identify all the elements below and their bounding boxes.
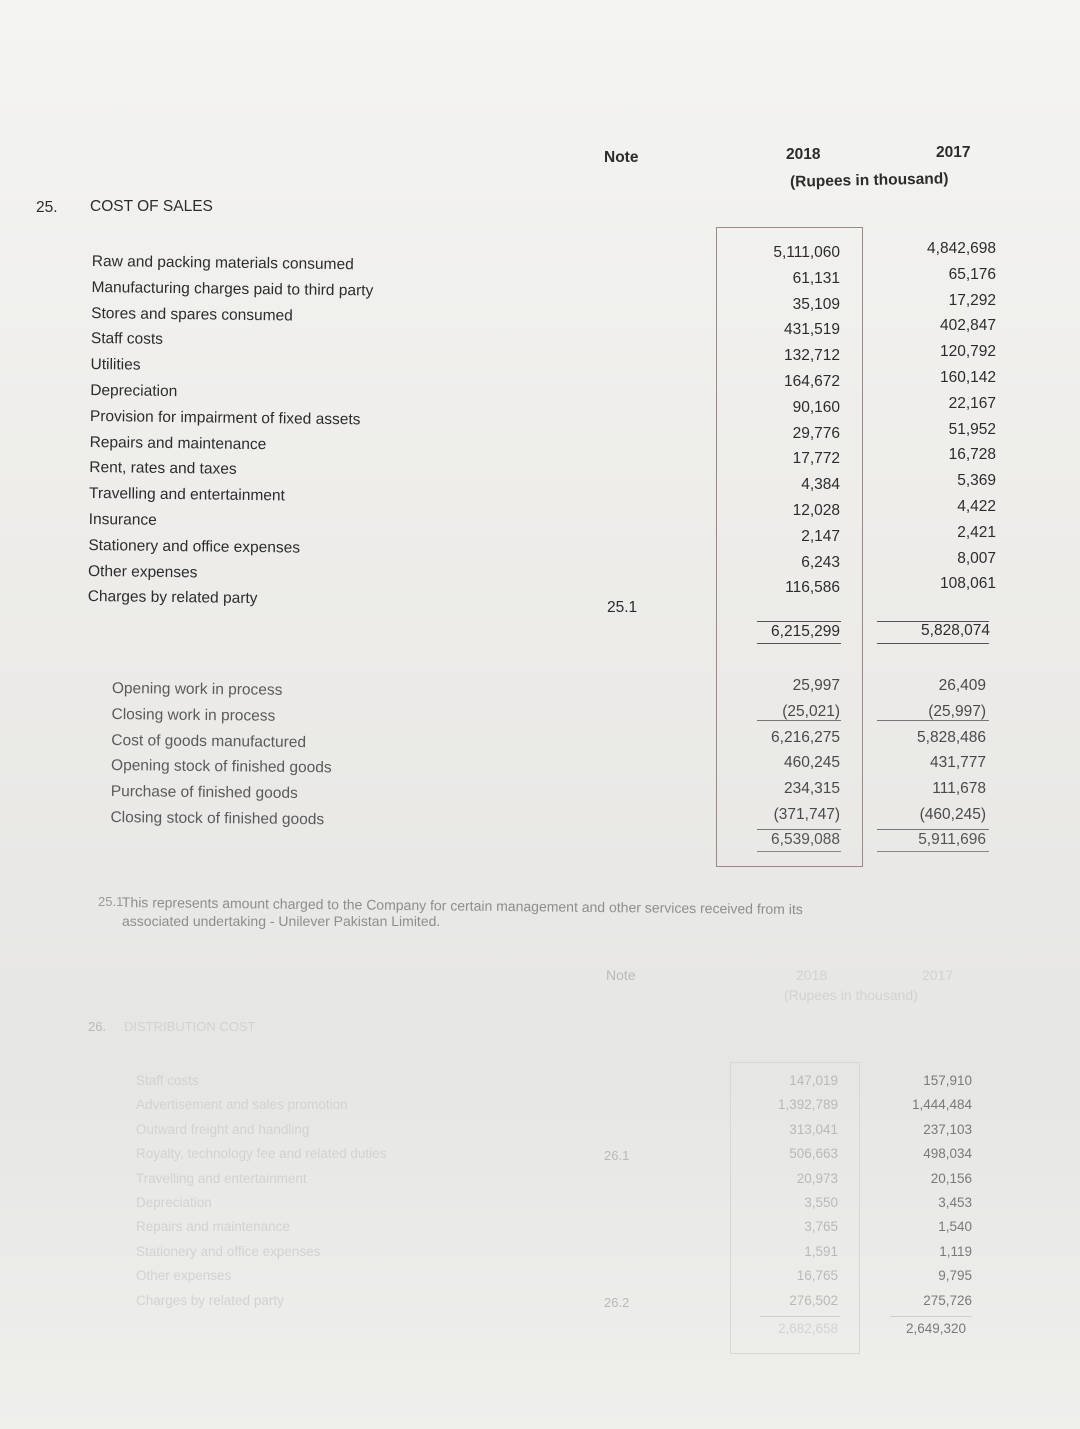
value-2017: 3,453 (938, 1194, 972, 1210)
value-2017: 9,795 (938, 1268, 972, 1284)
row-label: Outward freight and handling (136, 1121, 310, 1137)
value-2018: 29,776 (792, 424, 840, 442)
value-2017: 402,847 (939, 317, 996, 335)
note-26-2-ref: 26.2 (604, 1295, 630, 1310)
note-column-header-26: Note (606, 967, 636, 983)
value-2017: 111,678 (932, 780, 986, 798)
value-2018: 16,765 (796, 1268, 838, 1284)
value-2018: (25,021) (782, 702, 840, 720)
row-label: Stores and spares consumed (91, 304, 293, 325)
value-2017: 2,421 (957, 523, 996, 541)
value-2017: 1,540 (938, 1219, 972, 1235)
value-2018: 6,216,275 (771, 728, 840, 746)
total-2018: 6,539,088 (771, 831, 840, 848)
subtotal-rule-2018 (757, 621, 841, 622)
section-26-values-2017 (880, 1069, 972, 1313)
row-label: Stationery and office expenses (136, 1243, 321, 1259)
value-2017: 498,034 (923, 1146, 972, 1162)
rule-cgm-2017 (877, 720, 989, 721)
footnote-text-line1: This represents amount charged to the Company for certain management and other services received from its (121, 893, 803, 918)
value-2017: 237,103 (923, 1121, 972, 1137)
subtotal-2018: 6,215,299 (771, 623, 840, 640)
value-2018: 1,591 (804, 1243, 838, 1259)
value-2017: 17,292 (948, 291, 996, 309)
year-2017-header: 2017 (936, 144, 971, 161)
value-2018: 116,586 (785, 579, 840, 597)
section-25-values-2018 (740, 240, 840, 601)
row-label: Advertisement and sales promotion (136, 1097, 348, 1113)
row-label: Staff costs (136, 1073, 199, 1088)
value-2018: 12,028 (792, 501, 840, 519)
value-2018: 4,384 (801, 476, 840, 494)
value-2017: 26,409 (938, 677, 986, 694)
total-26-2017: 2,649,320 (905, 1321, 966, 1336)
value-2017: (460,245) (919, 805, 986, 823)
rule-26-total-2018 (760, 1316, 840, 1317)
year-2017-header-26: 2017 (922, 967, 954, 983)
value-2018: 5,111,060 (773, 244, 840, 261)
year-2018-header-26: 2018 (796, 967, 828, 983)
row-label: Closing stock of finished goods (110, 808, 325, 829)
row-label: Closing work in process (111, 705, 276, 725)
row-label: Cost of goods manufactured (111, 731, 307, 751)
row-label: Charges by related party (87, 588, 258, 608)
row-label: Rent, rates and taxes (89, 459, 237, 479)
section-25-values2-2018 (740, 673, 840, 828)
row-label: Repairs and maintenance (89, 433, 267, 453)
value-2018: 234,315 (783, 780, 840, 798)
value-2017: 20,156 (930, 1170, 972, 1186)
row-label: Purchase of finished goods (110, 783, 298, 803)
note-25-1-ref: 25.1 (607, 599, 638, 616)
value-2018: (371,747) (773, 805, 840, 823)
value-2017: 4,422 (957, 497, 996, 515)
row-label: Utilities (90, 356, 141, 374)
row-label: Repairs and maintenance (136, 1219, 290, 1235)
row-label: Opening work in process (111, 679, 283, 699)
value-2018: 2,147 (801, 527, 840, 545)
value-2017: 22,167 (948, 394, 996, 412)
unit-label-26: (Rupees in thousand) (784, 987, 918, 1003)
value-2018: 460,245 (783, 754, 840, 772)
value-2017: 16,728 (948, 446, 996, 464)
value-2018: 276,502 (789, 1292, 838, 1308)
rule-total-2017 (877, 829, 989, 830)
rule-cgm-2018 (757, 720, 841, 721)
row-label: Travelling and entertainment (88, 485, 285, 505)
value-2017: (25,997) (928, 702, 986, 720)
total-26-2018: 2,682,658 (777, 1321, 838, 1336)
value-2018: 20,973 (796, 1170, 838, 1186)
row-label: Charges by related party (136, 1292, 284, 1308)
value-2017: 1,444,484 (911, 1097, 972, 1113)
footnote-number: 25.1 (98, 894, 124, 909)
section-25-title: COST OF SALES (90, 198, 213, 215)
value-2017: 157,910 (923, 1073, 972, 1088)
row-label: Insurance (88, 510, 157, 529)
row-label: Depreciation (90, 381, 178, 401)
section-26-number: 26. (88, 1019, 107, 1034)
rule-26-total-2017 (890, 1316, 972, 1317)
note-column-header: Note (604, 149, 639, 166)
section-25-values-2017 (890, 236, 996, 597)
unit-label: (Rupees in thousand) (789, 170, 949, 191)
row-label: Manufacturing charges paid to third party (91, 278, 374, 300)
row-label: Stationery and office expenses (88, 536, 301, 557)
value-2018: 6,243 (801, 553, 840, 571)
footnote-text-line2: associated undertaking - Unilever Pakistan Limited. (122, 913, 441, 929)
section-26-labels (136, 1069, 466, 1313)
subtotal-underline-2017 (877, 643, 989, 644)
value-2018: 132,712 (783, 347, 840, 365)
value-2017: 108,061 (939, 575, 996, 593)
total-underline-2017 (877, 851, 989, 852)
value-2018: 147,019 (789, 1073, 838, 1088)
value-2017: 4,842,698 (927, 240, 996, 257)
value-2018: 313,041 (789, 1121, 838, 1137)
value-2018: 25,997 (792, 677, 840, 694)
value-2018: 506,663 (789, 1146, 838, 1162)
value-2017: 431,777 (929, 754, 986, 772)
row-label: Other expenses (136, 1268, 232, 1284)
value-2018: 61,131 (792, 269, 840, 287)
row-label: Travelling and entertainment (136, 1170, 307, 1186)
value-2018: 17,772 (792, 450, 840, 468)
value-2017: 8,007 (957, 549, 996, 567)
value-2017: 5,828,486 (917, 728, 986, 746)
row-label: Staff costs (90, 330, 164, 349)
section-25-labels-2 (110, 676, 472, 835)
row-label: Provision for impairment of fixed assets (89, 407, 361, 429)
value-2018: 90,160 (792, 398, 840, 416)
value-2018: 35,109 (792, 295, 840, 313)
value-2017: 65,176 (948, 265, 996, 283)
value-2018: 3,550 (804, 1194, 838, 1210)
subtotal-underline-2018 (757, 643, 841, 644)
row-label: Royalty, technology fee and related duties (136, 1146, 387, 1162)
note-26-1-ref: 26.1 (604, 1148, 630, 1163)
value-2018: 164,672 (783, 372, 840, 390)
value-2017: 1,119 (939, 1243, 972, 1259)
year-2018-header: 2018 (786, 146, 821, 163)
value-2017: 51,952 (948, 420, 996, 438)
section-25-values2-2017 (880, 673, 986, 828)
value-2017: 160,142 (939, 368, 996, 386)
value-2018: 1,392,789 (777, 1097, 838, 1113)
rule-total-2018 (757, 829, 841, 830)
subtotal-2017: 5,828,074 (921, 622, 990, 639)
section-26-values-2018 (740, 1069, 838, 1313)
row-label: Opening stock of finished goods (110, 757, 332, 777)
row-label: Depreciation (136, 1194, 212, 1210)
row-label: Other expenses (87, 562, 198, 581)
total-2017: 5,911,696 (918, 831, 986, 848)
row-label: Raw and packing materials consumed (91, 252, 354, 274)
value-2018: 3,765 (804, 1219, 838, 1235)
section-25-number: 25. (36, 199, 58, 216)
value-2018: 431,519 (783, 321, 840, 339)
total-underline-2018 (757, 851, 841, 852)
value-2017: 275,726 (923, 1292, 972, 1308)
section-26-title: DISTRIBUTION COST (124, 1019, 256, 1034)
value-2017: 5,369 (957, 472, 996, 490)
section-25-labels (88, 249, 512, 615)
value-2017: 120,792 (939, 343, 996, 361)
